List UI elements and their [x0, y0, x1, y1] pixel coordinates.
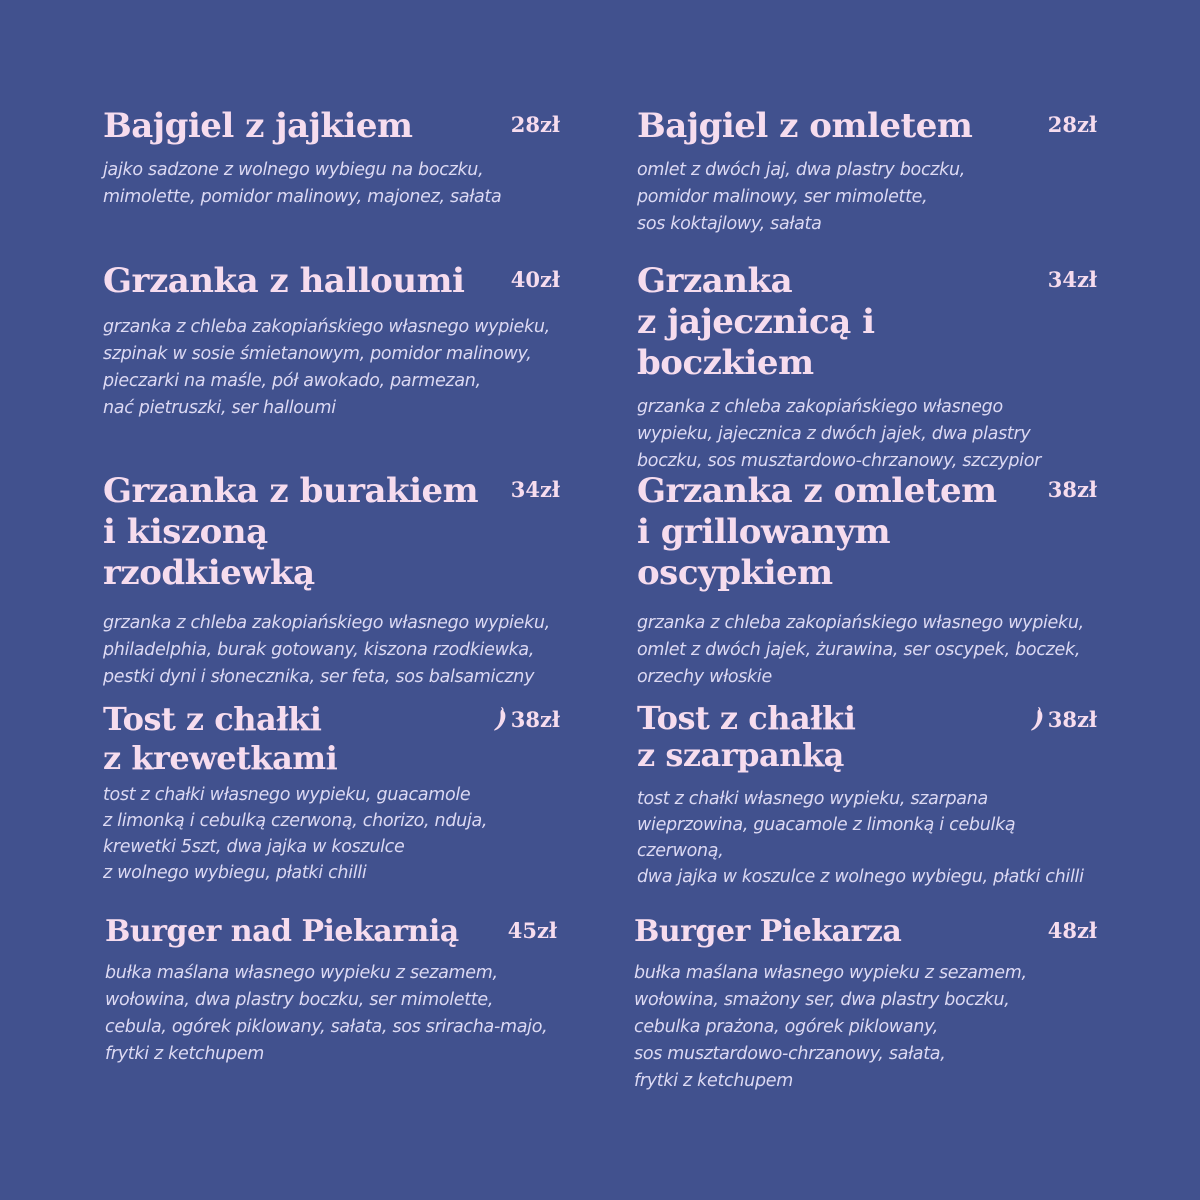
price-value: 34zł: [1047, 267, 1097, 292]
item-description: grzanka z chleba zakopiańskiego własnego wypieku, omlet z dwóch jajek, żurawina, ser oscypek, boczek, orzechy włoskie: [637, 613, 1084, 687]
menu-item-grzanka-z-omletem: [637, 471, 1097, 691]
menu-item-grzanka-z-jajecznica: [637, 261, 1097, 475]
price-value: 38zł: [1047, 477, 1097, 502]
chili-icon: [493, 706, 507, 732]
item-name: Grzanka z halloumi: [103, 261, 465, 301]
item-price: [508, 918, 557, 943]
price-value: 38zł: [510, 706, 560, 732]
menu-item-burger-piekarza: [634, 912, 1097, 1095]
menu-item-burger-nad-piekarnia: [105, 912, 557, 1068]
price-value: 38zł: [1047, 706, 1097, 732]
item-price: [1048, 477, 1097, 502]
item-name: Grzanka z burakiem i kiszoną rzodkiewką: [103, 471, 479, 593]
item-price: [1048, 267, 1097, 292]
item-header: [103, 471, 560, 594]
item-header: [103, 106, 560, 147]
item-name: Tost z chałki z szarpanką: [637, 699, 856, 774]
item-name: Tost z chałki z krewetkami: [103, 700, 338, 777]
item-header: [634, 912, 1097, 952]
item-description: grzanka z chleba zakopiańskiego własnego wypieku, szpinak w sosie śmietanowym, pomidor malinowy, pieczarki na maśle, pół awokado, parmezan, nać pietruszki, ser halloumi: [103, 317, 550, 418]
item-description: grzanka z chleba zakopiańskiego własnego wypieku, jajecznica z dwóch jajek, dwa plastry boczku, sos musztardowo-chrzanowy, szczypior: [637, 397, 1042, 471]
item-price: [511, 112, 560, 137]
price-value: 48zł: [1047, 918, 1097, 943]
item-header: [103, 700, 560, 778]
item-name: Burger nad Piekarnią: [105, 914, 459, 949]
menu-item-grzanka-z-burakiem: [103, 471, 560, 691]
item-name: Burger Piekarza: [634, 914, 902, 949]
price-value: 45zł: [507, 918, 557, 943]
menu-item-bajgiel-z-omletem: [637, 106, 1097, 238]
item-price: [1048, 112, 1097, 137]
item-description: tost z chałki własnego wypieku, guacamole z limonką i cebulką czerwoną, chorizo, nduja, krewetki 5szt, dwa jajka w koszulce z wolnego wybiegu, płatki chilli: [103, 785, 488, 883]
menu-item-tost-z-krewetkami: [103, 700, 560, 886]
item-header: [637, 700, 1097, 774]
item-header: [637, 106, 1097, 147]
item-price: [493, 706, 560, 732]
price-value: 34zł: [510, 477, 560, 502]
item-name: Bajgiel z omletem: [637, 106, 973, 146]
item-header: [103, 261, 560, 302]
item-header: [637, 471, 1097, 594]
item-description: grzanka z chleba zakopiańskiego własnego wypieku, philadelphia, burak gotowany, kiszona rzodkiewka, pestki dyni i słonecznika, ser feta, sos balsamiczny: [103, 613, 550, 687]
item-description: bułka maślana własnego wypieku z sezamem, wołowina, dwa plastry boczku, ser mimolette, cebula, ogórek piklowany, sałata, sos sriracha-majo, frytki z ketchupem: [105, 963, 548, 1064]
item-description: omlet z dwóch jaj, dwa plastry boczku, pomidor malinowy, ser mimolette, sos koktajlowy, sałata: [637, 160, 966, 234]
menu-item-bajgiel-z-jajkiem: [103, 106, 560, 211]
menu-item-grzanka-z-halloumi: [103, 261, 560, 422]
price-value: 40zł: [510, 267, 560, 292]
item-header: [637, 261, 1097, 384]
item-price: [511, 267, 560, 292]
item-price: [511, 477, 560, 502]
item-description: bułka maślana własnego wypieku z sezamem, wołowina, smażony ser, dwa plastry boczku, cebulka prażona, ogórek piklowany, sos musztardowo-chrzanowy, sałata, frytki z ketchupem: [634, 963, 1027, 1091]
price-value: 28zł: [1047, 112, 1097, 137]
item-description: jajko sadzone z wolnego wybiegu na boczku, mimolette, pomidor malinowy, majonez, sałata: [103, 160, 502, 207]
price-value: 28zł: [510, 112, 560, 137]
item-price: [1030, 706, 1097, 732]
item-name: Grzanka z omletem i grillowanym oscypkiem: [637, 471, 997, 593]
menu-item-tost-z-szarpanka: [637, 700, 1097, 890]
item-description: tost z chałki własnego wypieku, szarpana wieprzowina, guacamole z limonką i cebulką czerwoną, dwa jajka w koszulce z wolnego wybiegu, płatki chilli: [637, 789, 1084, 887]
item-header: [105, 912, 557, 952]
chili-icon: [1030, 706, 1044, 732]
item-name: Bajgiel z jajkiem: [103, 106, 413, 146]
item-name: Grzanka z jajecznicą i boczkiem: [637, 261, 875, 383]
item-price: [1048, 918, 1097, 943]
